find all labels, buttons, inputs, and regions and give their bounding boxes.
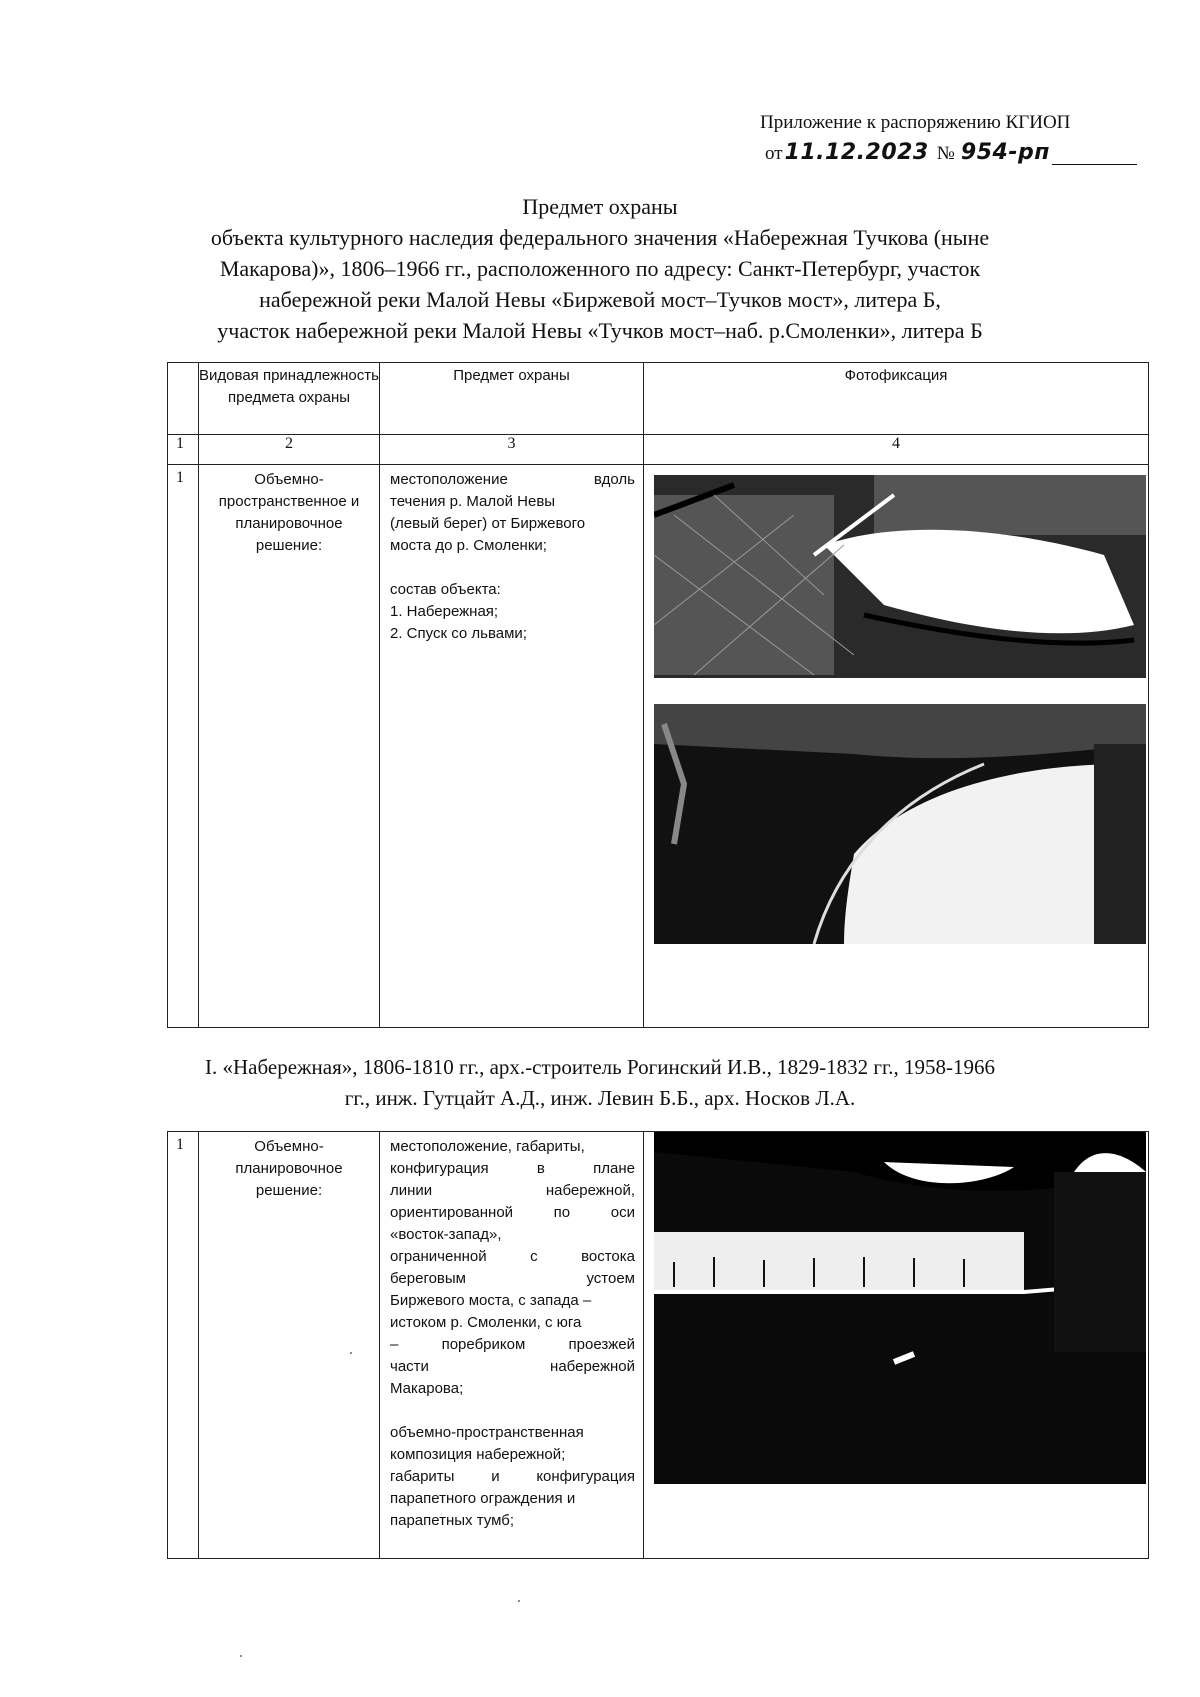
subject-word: вдоль (593, 471, 635, 488)
subject-line: Биржевого моста, с запада – (390, 1292, 592, 1309)
column-number-row (168, 435, 1149, 465)
subject-line: истоком р. Смоленки, с юга (390, 1314, 582, 1331)
aerial-map-image (654, 475, 1146, 678)
subject-line (390, 1180, 635, 1202)
title-line-4: набережной реки Малой Невы «Биржевой мост–Тучков мост», литера Б, (259, 287, 941, 312)
protection-table-1 (167, 362, 1149, 1028)
subject-word: плане (593, 1160, 635, 1177)
scan-speck (240, 1655, 242, 1657)
subject-line: «восток-запад», (390, 1226, 502, 1243)
col-number-1: 1 (168, 435, 199, 465)
subject-line (390, 1268, 635, 1290)
handwritten-number: 954-рп (960, 140, 1050, 165)
subject-line (390, 1334, 635, 1356)
row-photos (644, 465, 1149, 1028)
title-line-2: объекта культурного наследия федерального значения «Набережная Тучкова (ныне (210, 225, 990, 250)
subject-line: местоположение, габариты, (390, 1138, 585, 1155)
title-line-5: участок набережной реки Малой Невы «Тучков мост–наб. р.Смоленки», литера Б (217, 318, 983, 343)
row-number: 1 (168, 465, 199, 1028)
col-number-4: 4 (644, 435, 1149, 465)
handwritten-date: 11.12.2023 (784, 140, 929, 165)
street-embankment-image (654, 1132, 1146, 1484)
date-prefix: от (765, 143, 783, 164)
subject-line (390, 1356, 635, 1378)
col-number-2: 2 (199, 435, 380, 465)
col-number-3: 3 (380, 435, 644, 465)
subject-line: парапетных тумб; (390, 1512, 514, 1529)
composition-label: состав объекта: (390, 581, 501, 598)
subject-word: проезжей (568, 1336, 635, 1353)
subject-word: ограниченной (390, 1248, 487, 1265)
signature-underline (1052, 163, 1137, 165)
row-type: Объемно-планировочное решение: (199, 1132, 380, 1559)
header-photo: Фотофиксация (644, 363, 1149, 435)
table-row (168, 465, 1149, 1028)
subject-line (390, 1158, 635, 1180)
subject-word: береговым (390, 1270, 466, 1287)
row-type: Объемно-пространственное и планировочное решение: (199, 465, 380, 1028)
subject-line: объемно-пространственная (390, 1424, 584, 1441)
subject-line: моста до р. Смоленки; (390, 537, 547, 554)
row-photos (644, 1132, 1149, 1559)
order-date-number (765, 140, 1137, 165)
subject-word: и (491, 1468, 500, 1485)
subject-word: ориентированной (390, 1204, 514, 1221)
row-subject (380, 465, 644, 1028)
composition-item: 2. Спуск со львами; (390, 625, 527, 642)
appendix-header: Приложение к распоряжению КГИОП (760, 112, 1071, 133)
section-heading-line-1: I. «Набережная», 1806-1810 гг., арх.-строитель Рогинский И.В., 1829-1832 гг., 1958-1966 (205, 1055, 995, 1079)
composition-item: 1. Набережная; (390, 603, 499, 620)
table-row (168, 1132, 1149, 1559)
aerial-embankment-image (654, 704, 1146, 944)
subject-word: линии (390, 1182, 433, 1199)
scan-speck (350, 1352, 352, 1354)
title-line-1: Предмет охраны (522, 194, 678, 219)
subject-line: (левый берег) от Биржевого (390, 515, 586, 532)
title-line-3: Макарова)», 1806–1966 гг., расположенного по адресу: Санкт-Петербург, участок (219, 256, 981, 281)
subject-word: конфигурация (536, 1468, 635, 1485)
subject-word: с (530, 1248, 538, 1265)
header-subject: Предмет охраны (380, 363, 644, 435)
scan-speck (518, 1600, 520, 1602)
table-header-row (168, 363, 1149, 435)
subject-word: набережной, (545, 1182, 635, 1199)
subject-word: поребриком (441, 1336, 526, 1353)
subject-line: композиция набережной; (390, 1446, 566, 1463)
aerial-embankment-photo (654, 704, 1146, 944)
subject-line (390, 1246, 635, 1268)
subject-word: части (390, 1358, 429, 1375)
document-title (0, 191, 1200, 346)
subject-line (390, 1202, 635, 1224)
row-subject (380, 1132, 644, 1559)
row-number: 1 (168, 1132, 199, 1559)
subject-word: набережной (550, 1358, 635, 1375)
section-heading (0, 1052, 1200, 1114)
aerial-map-photo (654, 475, 1146, 678)
section-heading-line-2: гг., инж. Гутцайт А.Д., инж. Левин Б.Б., арх. Носков Л.А. (344, 1086, 856, 1110)
subject-line: Макарова; (390, 1380, 464, 1397)
header-cell-empty (168, 363, 199, 435)
subject-word: габариты (390, 1468, 455, 1485)
subject-line (390, 1466, 635, 1488)
street-embankment-photo (654, 1132, 1146, 1484)
subject-word: – (390, 1336, 399, 1353)
subject-line: течения р. Малой Невы (390, 493, 556, 510)
subject-word: устоем (586, 1270, 635, 1287)
subject-word: в (536, 1160, 545, 1177)
subject-word: местоположение (390, 471, 508, 488)
subject-word: по (553, 1204, 571, 1221)
subject-word: конфигурация (390, 1160, 489, 1177)
subject-word: востока (581, 1248, 635, 1265)
protection-table-2 (167, 1131, 1149, 1559)
subject-line: парапетного ограждения и (390, 1490, 576, 1507)
header-type: Видовая принадлежность предмета охраны (199, 363, 380, 435)
number-sign: № (936, 143, 955, 164)
subject-word: оси (610, 1204, 635, 1221)
